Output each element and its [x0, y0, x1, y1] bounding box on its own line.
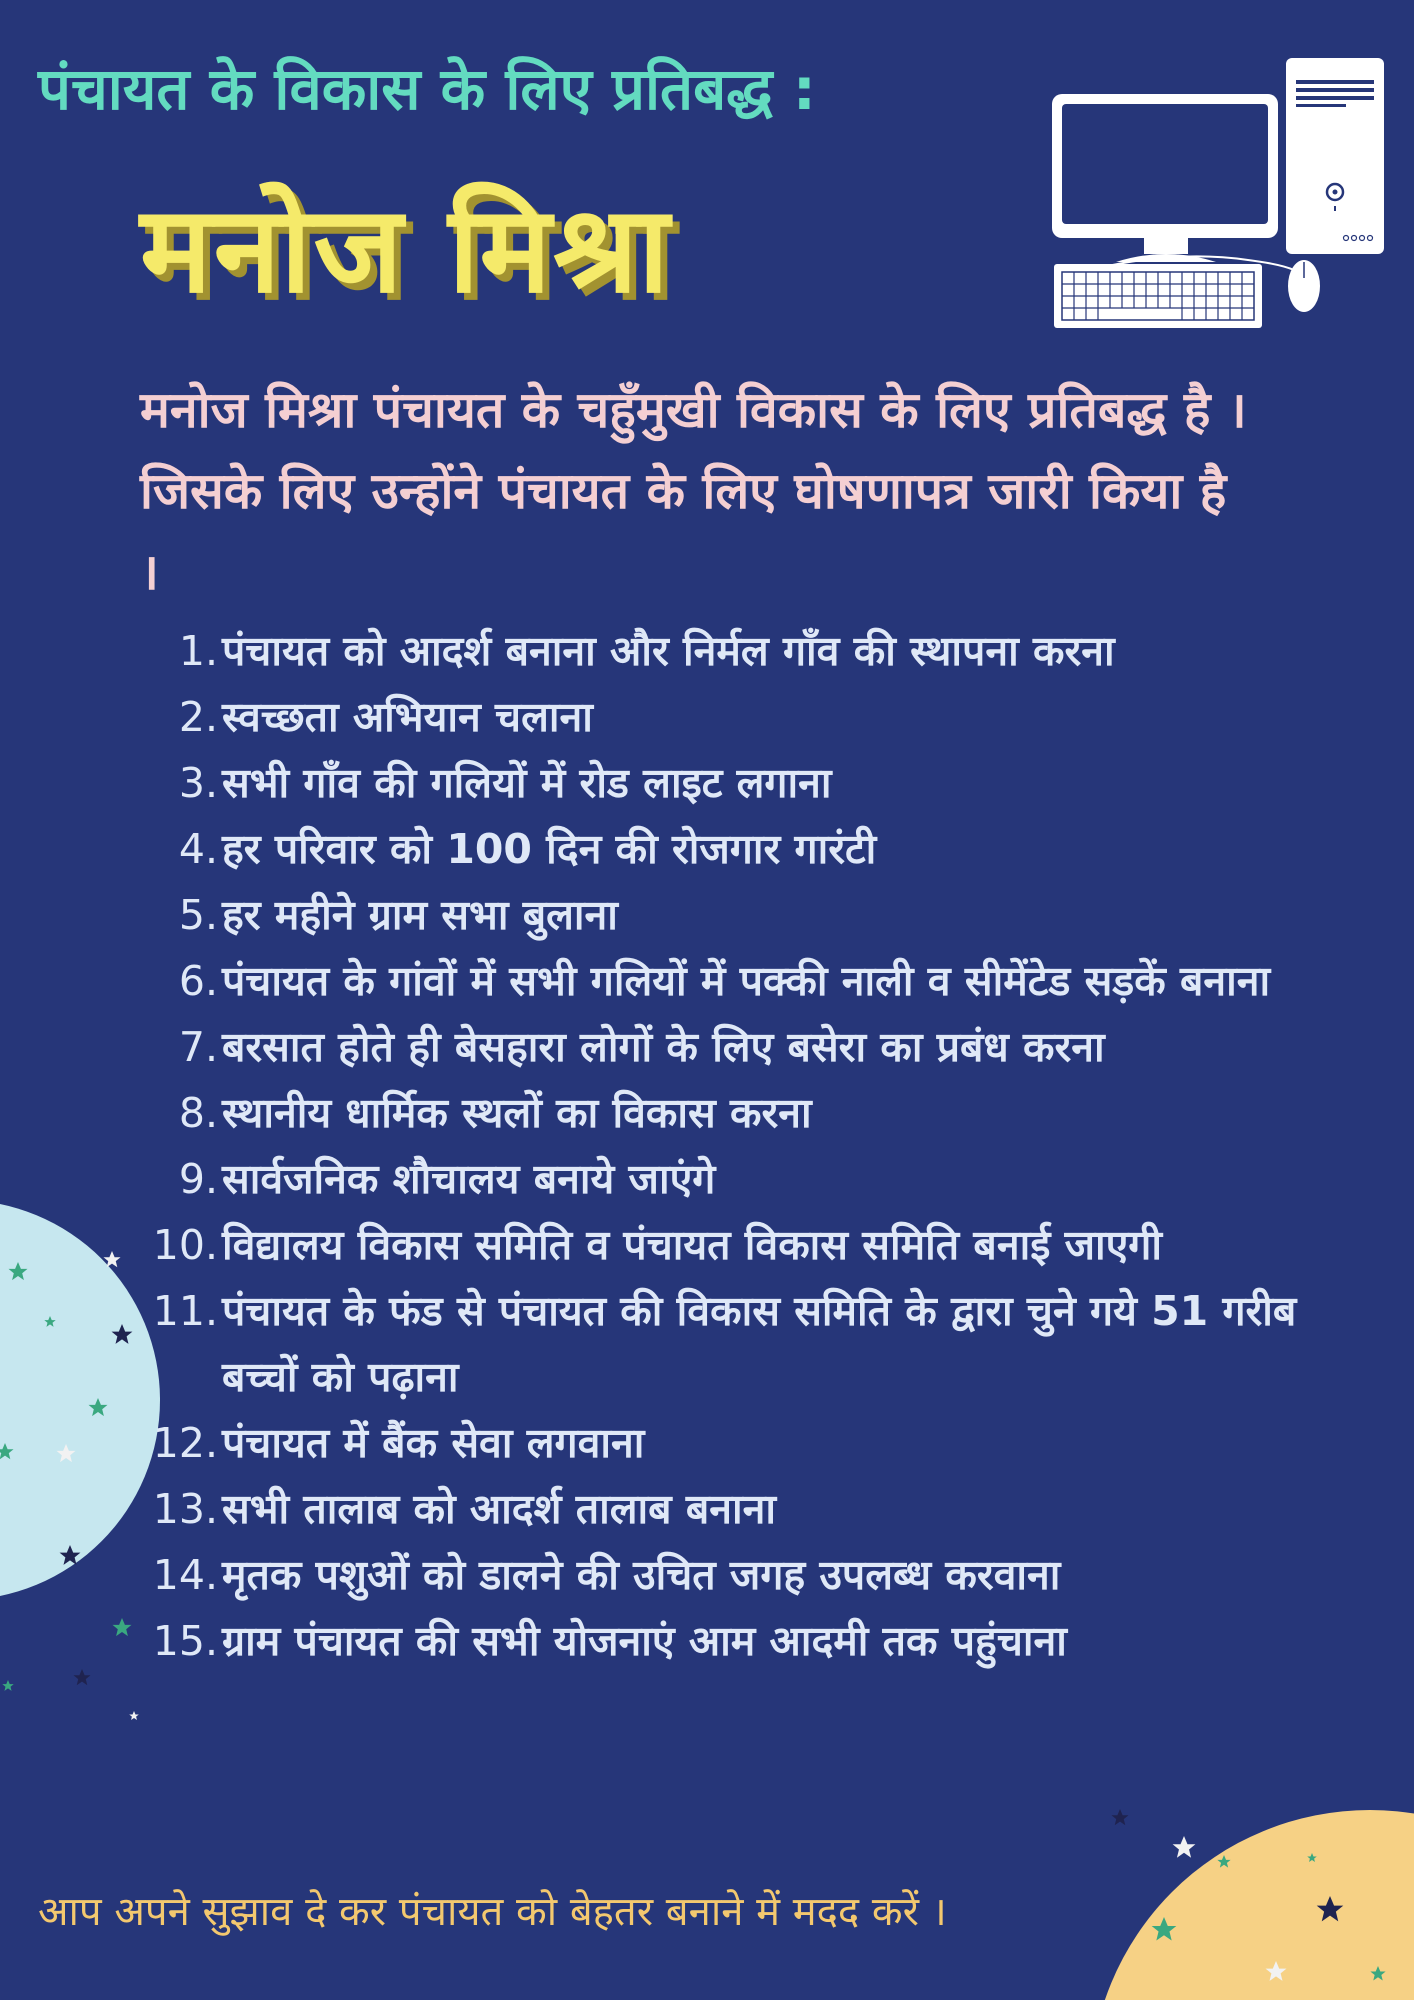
item-number: 7.	[178, 1023, 218, 1071]
footer-appeal: आप अपने सुझाव दे कर पंचायत को बेहतर बनाने में मदद करें ।	[38, 1889, 947, 1935]
star-icon	[2, 1680, 13, 1691]
page-header: पंचायत के विकास के लिए प्रतिबद्ध :	[38, 55, 816, 123]
item-text: मृतक पशुओं को डालने की उचित जगह उपलब्ध करवाना	[222, 1551, 1061, 1599]
item-number: 14.	[152, 1551, 218, 1599]
star-icon	[1370, 1966, 1385, 1980]
item-number: 3.	[178, 759, 218, 807]
desktop-computer-icon	[1048, 56, 1388, 336]
list-item	[152, 1278, 1330, 1410]
list-item	[160, 948, 1330, 1014]
star-icon	[1217, 1855, 1230, 1868]
list-item	[152, 1476, 1330, 1542]
item-text: स्वच्छता अभियान चलाना	[222, 693, 593, 741]
item-text: हर महीने ग्राम सभा बुलाना	[222, 891, 618, 939]
item-text: हर परिवार को 100 दिन की रोजगार गारंटी	[222, 825, 877, 873]
item-number: 12.	[152, 1419, 218, 1467]
item-text: ग्राम पंचायत की सभी योजनाएं आम आदमी तक पहुंचाना	[222, 1617, 1067, 1665]
star-icon	[1307, 1853, 1317, 1862]
star-icon	[44, 1316, 55, 1327]
item-text: सार्वजनिक शौचालय बनाये जाएंगे	[222, 1155, 716, 1203]
star-icon	[1317, 1896, 1344, 1921]
intro-paragraph: मनोज मिश्रा पंचायत के चहुँमुखी विकास के लिए प्रतिबद्ध है । जिसके लिए उन्होंने पंचायत के लिए घोषणापत्र जारी किया है ।	[140, 381, 1247, 601]
list-item	[160, 1014, 1330, 1080]
star-icon	[89, 1398, 108, 1416]
star-icon	[113, 1618, 132, 1636]
star-icon	[1266, 1961, 1287, 1981]
item-text: पंचायत के फंड से पंचायत की विकास समिति के द्वारा चुने गये 51 गरीब बच्चों को पढ़ाना	[222, 1287, 1297, 1401]
star-icon	[112, 1324, 133, 1344]
star-icon	[60, 1545, 81, 1565]
list-item	[160, 882, 1330, 948]
list-item	[160, 750, 1330, 816]
star-icon	[0, 1443, 14, 1459]
list-item	[160, 684, 1330, 750]
item-text: सभी गाँव की गलियों में रोड लाइट लगाना	[222, 759, 832, 807]
star-icon	[1173, 1836, 1196, 1858]
item-text: बरसात होते ही बेसहारा लोगों के लिए बसेरा का प्रबंध करना	[222, 1023, 1105, 1071]
list-item	[160, 618, 1330, 684]
list-item	[152, 1542, 1330, 1608]
item-number: 9.	[178, 1155, 218, 1203]
star-icon	[129, 1711, 139, 1720]
item-number: 1.	[178, 627, 218, 675]
star-icon	[1111, 1809, 1128, 1825]
star-icon	[73, 1669, 90, 1685]
item-number: 10.	[152, 1221, 218, 1269]
item-number: 6.	[178, 957, 218, 1005]
star-icon	[57, 1444, 76, 1462]
item-text: सभी तालाब को आदर्श तालाब बनाना	[222, 1485, 776, 1533]
item-text: विद्यालय विकास समिति व पंचायत विकास समिति बनाई जाएगी	[222, 1221, 1163, 1269]
item-text: पंचायत में बैंक सेवा लगवाना	[222, 1419, 645, 1467]
item-text: पंचायत के गांवों में सभी गलियों में पक्की नाली व सीमेंटेड सड़कें बनाना	[222, 957, 1271, 1005]
item-number: 8.	[178, 1089, 218, 1137]
item-number: 4.	[178, 825, 218, 873]
list-item	[152, 1410, 1330, 1476]
list-item	[160, 1146, 1330, 1212]
star-icon	[103, 1251, 120, 1267]
item-number: 13.	[152, 1485, 218, 1533]
list-item	[160, 816, 1330, 882]
item-number: 11.	[152, 1287, 218, 1335]
star-icon	[1152, 1917, 1177, 1941]
list-item	[152, 1212, 1330, 1278]
candidate-name: मनोज मिश्रा	[140, 181, 672, 320]
item-number: 15.	[152, 1617, 218, 1665]
item-number: 2.	[178, 693, 218, 741]
manifesto-list	[152, 618, 1330, 1674]
list-item	[160, 1080, 1330, 1146]
star-icon	[9, 1262, 28, 1280]
list-item	[152, 1608, 1330, 1674]
item-text: स्थानीय धार्मिक स्थलों का विकास करना	[222, 1089, 812, 1137]
item-number: 5.	[178, 891, 218, 939]
item-text: पंचायत को आदर्श बनाना और निर्मल गाँव की स्थापना करना	[222, 627, 1115, 675]
